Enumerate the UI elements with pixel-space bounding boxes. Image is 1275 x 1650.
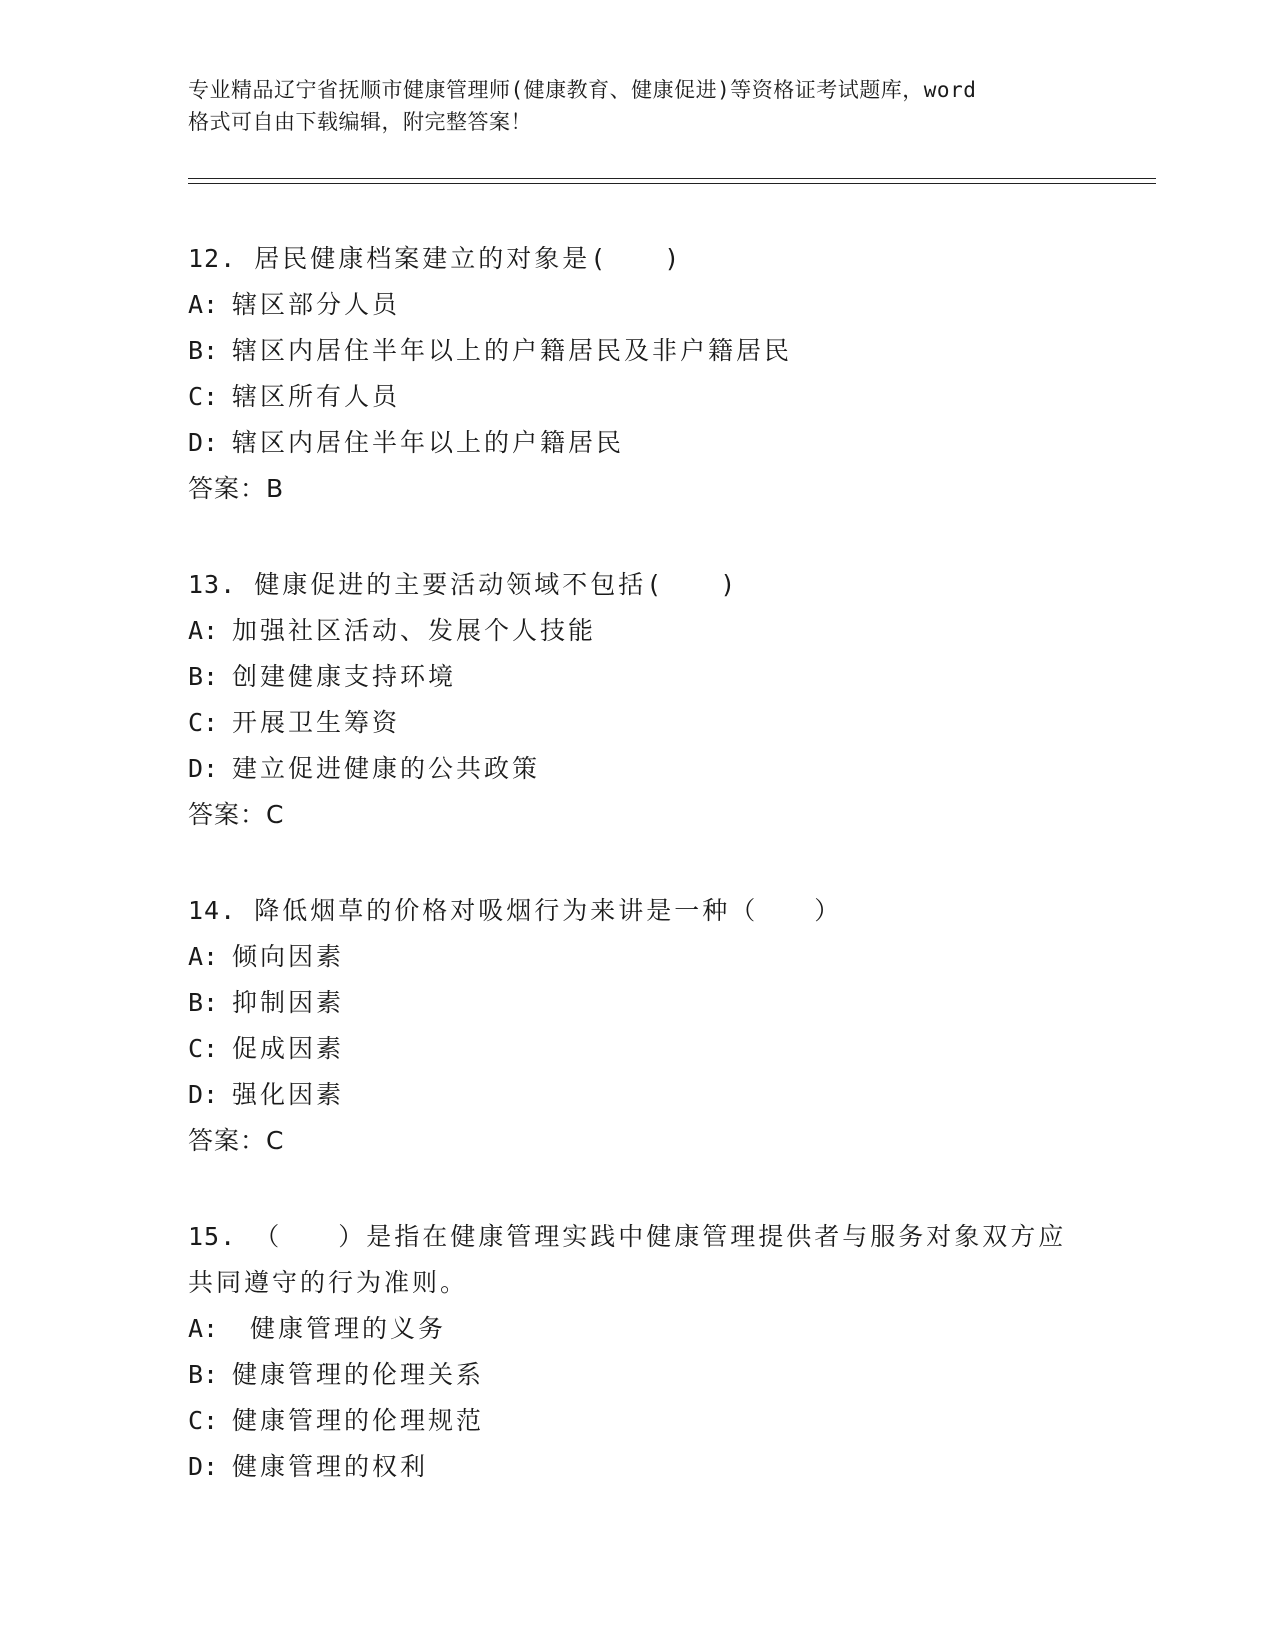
option-text: 健康管理的义务: [232, 1314, 447, 1343]
header-divider-top: [188, 178, 1156, 179]
option-text: 健康管理的权利: [232, 1452, 429, 1481]
question-stem: [188, 1214, 1088, 1306]
option-text: 健康管理的伦理关系: [232, 1360, 485, 1389]
option-text: 辖区内居住半年以上的户籍居民: [232, 428, 625, 457]
option-letter: B:: [188, 1360, 219, 1389]
question-text: 居民健康档案建立的对象是( ): [254, 244, 683, 273]
question-stem: [188, 888, 1088, 934]
question-14: [188, 888, 1088, 1164]
option-letter: A:: [188, 290, 219, 319]
option-d: [188, 1444, 1088, 1490]
option-b: [188, 980, 1088, 1026]
option-b: [188, 1352, 1088, 1398]
question-number: 13.: [188, 570, 237, 599]
option-letter: D:: [188, 1080, 219, 1109]
question-number: 15.: [188, 1222, 237, 1251]
option-letter: C:: [188, 1406, 219, 1435]
option-letter: A:: [188, 616, 219, 645]
question-list: [188, 236, 1088, 1540]
option-letter: C:: [188, 708, 219, 737]
option-text: 辖区部分人员: [232, 290, 401, 319]
option-text: 加强社区活动、发展个人技能: [232, 616, 597, 645]
option-b: [188, 654, 1088, 700]
option-d: [188, 420, 1088, 466]
question-number: 12.: [188, 244, 237, 273]
question-stem: [188, 236, 1088, 282]
answer-text: 答案：C: [188, 1126, 285, 1155]
option-text: 抑制因素: [232, 988, 345, 1017]
question-15: [188, 1214, 1088, 1490]
header-divider-bottom: [188, 183, 1156, 184]
option-c: [188, 1026, 1088, 1072]
option-text: 健康管理的伦理规范: [232, 1406, 485, 1435]
option-letter: B:: [188, 336, 219, 365]
option-a: [188, 282, 1088, 328]
option-letter: D:: [188, 754, 219, 783]
question-stem: [188, 562, 1088, 608]
option-a: [188, 934, 1088, 980]
option-letter: C:: [188, 382, 219, 411]
option-a: [188, 1306, 1088, 1352]
option-letter: A:: [188, 942, 219, 971]
option-text: 创建健康支持环境: [232, 662, 457, 691]
option-c: [188, 1398, 1088, 1444]
option-letter: A:: [188, 1314, 219, 1343]
question-number: 14.: [188, 896, 237, 925]
question-text: （ ）是指在健康管理实践中健康管理提供者与服务对象双方应共同遵守的行为准则。: [188, 1222, 1067, 1297]
question-12: [188, 236, 1088, 512]
option-letter: C:: [188, 1034, 219, 1063]
option-letter: D:: [188, 1452, 219, 1481]
document-header: [188, 74, 1088, 138]
option-text: 倾向因素: [232, 942, 345, 971]
header-line-1: 专业精品辽宁省抚顺市健康管理师(健康教育、健康促进)等资格证考试题库，word: [188, 78, 977, 102]
option-c: [188, 700, 1088, 746]
option-d: [188, 1072, 1088, 1118]
option-letter: B:: [188, 988, 219, 1017]
answer-text: 答案：C: [188, 800, 285, 829]
option-c: [188, 374, 1088, 420]
option-text: 辖区所有人员: [232, 382, 401, 411]
option-text: 促成因素: [232, 1034, 345, 1063]
question-text: 健康促进的主要活动领域不包括( ): [254, 570, 739, 599]
option-letter: B:: [188, 662, 219, 691]
header-line-2: 格式可自由下载编辑，附完整答案！: [188, 110, 532, 134]
question-text: 降低烟草的价格对吸烟行为来讲是一种（ ）: [254, 896, 843, 925]
option-text: 建立促进健康的公共政策: [232, 754, 541, 783]
question-13: [188, 562, 1088, 838]
option-d: [188, 746, 1088, 792]
answer-text: 答案：B: [188, 474, 285, 503]
option-b: [188, 328, 1088, 374]
option-letter: D:: [188, 428, 219, 457]
option-text: 辖区内居住半年以上的户籍居民及非户籍居民: [232, 336, 793, 365]
option-text: 强化因素: [232, 1080, 345, 1109]
option-text: 开展卫生筹资: [232, 708, 401, 737]
option-a: [188, 608, 1088, 654]
